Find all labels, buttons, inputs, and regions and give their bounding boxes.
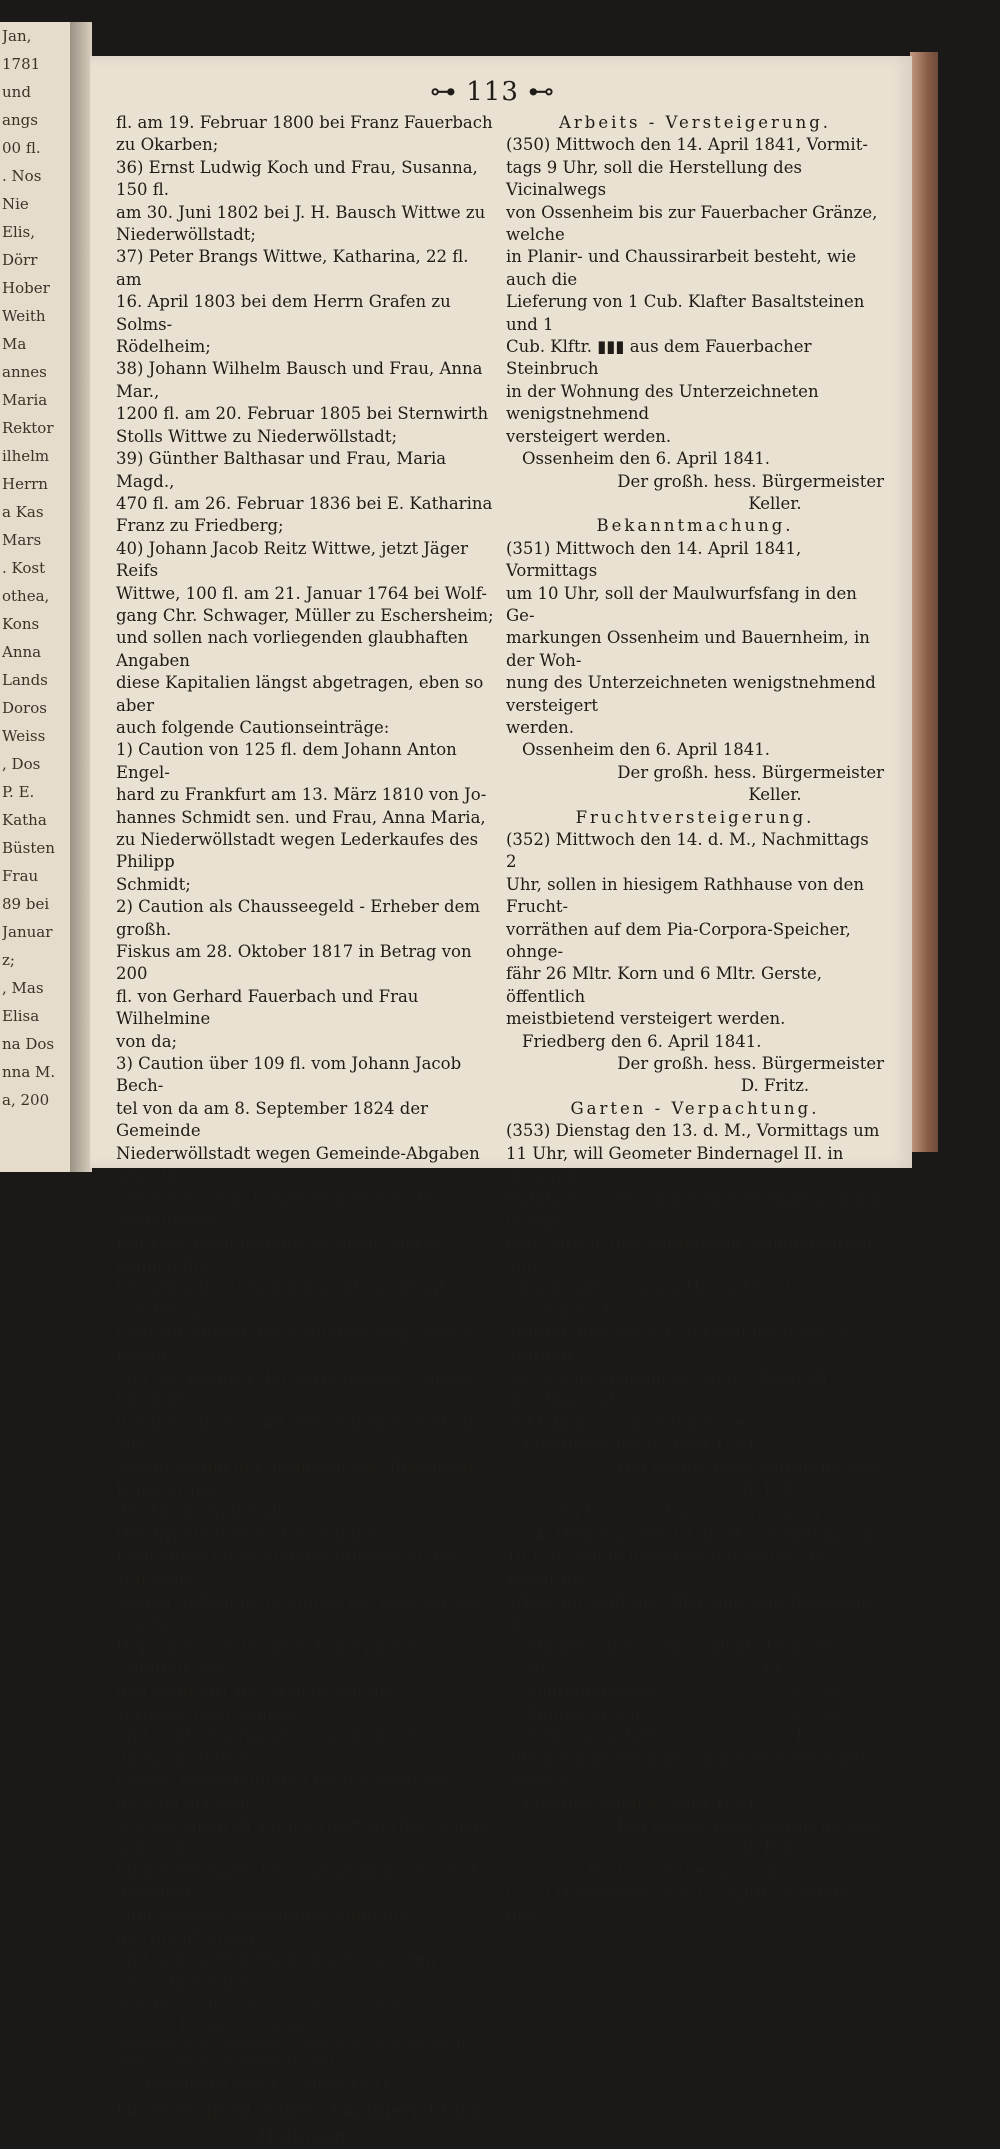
text-line: 16. April 1803 bei dem Herrn Grafen zu Solms-: [116, 292, 451, 334]
text-line: nen Gärten, den vormaligen Seminargarten, und: [506, 1233, 878, 1275]
facing-page-fragment: ilhelm: [2, 447, 50, 465]
text-line: Niederwöllstadt wegen Gemeinde-Abgaben gestellt,: [116, 1143, 480, 1186]
text-line: wollen, andurch aufgefordert werden, solche sogewiß: [116, 1815, 494, 1858]
facing-page-fragment: Elis,: [2, 223, 36, 241]
text-line: Errichtung eines Amtshypothekenbuches, von Amts-: [116, 1547, 467, 1589]
facing-page-fragment: Kons: [2, 615, 40, 633]
text-line: zu Okarben;: [116, 135, 219, 155]
facing-page-fragment: Dörr: [2, 251, 38, 269]
text-line: ohne weitere Bekanntmachung für mortificirt erklärt: [116, 1905, 408, 1947]
facing-page-fragment: Mars: [2, 531, 42, 549]
text-line: 38) Johann Wilhelm Bausch und Frau, Anna Mar.,: [116, 359, 483, 401]
text-line: arbeit im Stadthof (Bleichgarten) bestehend in: [506, 1591, 877, 1634]
notice-351-date: Ossenheim den 6. April 1841.: [522, 740, 770, 760]
notice-353-date: Friedberg den 6. April 1841.: [522, 1434, 762, 1454]
text-line: tags 9 Uhr, soll die Herstellung des Vicinalwegs: [506, 157, 802, 200]
cost-row: [526, 1680, 854, 1702]
text-line: Rödelheim;: [116, 337, 211, 357]
text-line: der Niederwöllstädter Ortshypothekenbücher und der: [116, 1502, 380, 1544]
text-line: um 10 Uhr, soll der Maulwurfsfang in den Ge-: [506, 583, 857, 625]
notice-354-closing: öffentlich an Wenigstnehmende versteigert werden.: [506, 1748, 868, 1791]
notice-351-signature: Keller.: [748, 785, 802, 805]
ornament-left-icon: ⊶: [430, 77, 467, 107]
text-line: Stolls Wittwe zu Niederwöllstadt;: [116, 426, 398, 446]
right-column: [506, 112, 884, 1927]
text-line: und Cautionsurkunden, sowie aus den darnach stattge-: [116, 1726, 437, 1768]
text-line: versteigert werden.: [506, 426, 672, 446]
facing-page-fragment: , Mas: [2, 979, 44, 997]
notice-351-heading: Bekanntmachung.: [596, 516, 794, 536]
cost-amount: 18 fl. 59 kr.: [763, 1636, 833, 1679]
cost-row: [526, 1725, 854, 1747]
facing-page-fragment: nna M.: [2, 1063, 56, 1081]
notice-350-office: Der großh. hess. Bürgermeister: [617, 471, 884, 491]
text-line: Niederwöllstadt;: [116, 225, 256, 245]
text-line: Schmidt;: [116, 874, 191, 894]
text-line: Wittwe, 100 fl. am 21. Januar 1764 bei Wolf-: [116, 583, 487, 603]
text-line: werden.: [506, 717, 574, 737]
cost-item: Schlosserarbeit „ „: [526, 1726, 685, 1746]
cost-amount: 2 „ 40 „: [789, 1703, 854, 1723]
text-line: auf 6 Jahre verpachten lassen.: [506, 1412, 761, 1432]
facing-page-text: [2, 22, 68, 1114]
text-line: 10 Uhr, soll in hiesigem Rathhause die Reparatur-: [506, 1547, 830, 1589]
text-line: 470 fl. am 26. Februar 1836 bei E. Katharina: [116, 493, 493, 513]
text-line: fähr 26 Mltr. Korn und 6 Mltr. Gerste, öffentlich: [506, 964, 822, 1006]
facing-page-fragment: Lands: [2, 671, 48, 689]
notice-352-signature: D. Fritz.: [740, 1076, 810, 1096]
text-line: in Planir- und Chaussirarbeit besteht, wie auch die: [506, 247, 857, 289]
notice-355-line: (355) Donnerstag den 15. April, Morgens prä-: [506, 1883, 852, 1925]
book-gutter: [70, 22, 92, 1172]
text-line: 11 Uhr, will Geometer Bindernagel II. in hiesigem: [506, 1143, 844, 1186]
notice-353-office: Der großh. hess. Bürgermeister: [617, 1457, 884, 1477]
facing-page-fragment: Büsten: [2, 839, 55, 857]
text-line: fl. von Gerhard Fauerbach und Frau Wilhelmine: [116, 986, 419, 1029]
facing-page-fragment: z;: [2, 951, 15, 969]
text-line: diese Kapitalien längst abgetragen, eben so aber: [116, 673, 484, 715]
notice-352-body: [506, 829, 884, 1031]
text-line: lich der sub Nro. 40. erwähnten Schuld aber aus: [116, 1412, 491, 1454]
text-line: Hypothek constituirten Unterpfänder ermittelt wer-: [116, 1636, 430, 1679]
text-line: 3) Caution über 109 fl. vom Johann Jacob Bech-: [116, 1054, 462, 1096]
facing-page-fragment: Weiss: [2, 727, 46, 745]
text-line: 40) Johann Jacob Reitz Wittwe, jetzt Jäger Reifs: [116, 538, 468, 581]
text-line: erloschen seyn. Inzwischen stehen die desfallsigen: [116, 1188, 438, 1230]
notice-353-signature: D. Fritz.: [740, 1479, 810, 1499]
facing-page-fragment: . Kost: [2, 559, 46, 577]
notice-352-office: Der großh. hess. Bürgermeister: [617, 1054, 884, 1074]
facing-page-fragment: Januar: [2, 923, 53, 941]
text-line: tel von da am 8. September 1824 der Gemeinde: [116, 1098, 428, 1141]
facing-page-fragment: Doros: [2, 699, 47, 717]
notice-354-heading: Arbeits - Versteigerung.: [558, 1502, 832, 1522]
notice-355-heading: Holzversteigerung.: [587, 1860, 803, 1880]
facing-page-fragment: na Dos: [2, 1035, 55, 1053]
text-line: wie solche abgepflockt sind, öffentlich meistbietend: [506, 1367, 827, 1410]
facing-page-fragment: 89 bei: [2, 895, 50, 913]
text-line: markungen Ossenheim und Bauernheim, in der Woh-: [506, 628, 870, 670]
court-date: Friedberg den 17. März 1841.: [144, 2075, 397, 2095]
text-line: und der Besitzer der verpfändeten Objekte hinsicht-: [116, 1367, 476, 1410]
page-number: ⊶ 113 ⊷: [430, 77, 556, 107]
text-line: 37) Peter Brangs Wittwe, Katharina, 22 fl. am: [116, 247, 469, 289]
text-line: betreffenden Urkunden nicht vorgelegt werden, wes-: [116, 1278, 446, 1320]
text-line: vorräthen auf dem Pia-Corpora-Speicher, ohnge-: [506, 919, 851, 962]
cost-amount: 3 „ 20 „: [789, 1681, 854, 1701]
text-line: am 30. Juni 1802 bei J. H. Bausch Wittwe zu: [116, 202, 486, 222]
facing-page-fragment: und: [2, 83, 31, 101]
text-line: halb auf Antrag der Schuldner resp. deren Erben: [116, 1322, 473, 1365]
text-line: hard zu Frankfurt am 13. März 1810 von Jo-: [116, 785, 487, 805]
facing-page-fragment: a Kas: [2, 503, 44, 521]
text-line: habten Verpfändungen noch Ansprüche geltend machen: [116, 1771, 448, 1813]
facing-page-fragment: Maria: [2, 391, 48, 409]
court-name: Gr. hess. gräfl. solms. Landgericht das.: [116, 2098, 494, 2121]
editorial-note: N. B. Bei der Inseration vorstehender Edictalladung in Nr. 13 d. Bl. hatten sich unter Nr. 19 und 39 Namensverwechselungen eingeschlichen, die nach obiger Angabe abzuändern sind.: [116, 1999, 491, 2070]
notice-351-body: [506, 538, 884, 740]
facing-page-fragment: , Dos: [2, 755, 41, 773]
notice-354-date: Friedberg den 6. April 1841.: [522, 1793, 762, 1813]
notice-354-office: Der großh. hess. Bürgermeister: [617, 1815, 884, 1835]
notice-352-date: Friedberg den 6. April 1841.: [522, 1031, 762, 1051]
text-line: Franz zu Friedberg;: [116, 516, 284, 536]
notice-350-date: Ossenheim den 6. April 1841.: [522, 449, 770, 469]
notice-350-heading: Arbeits - Versteigerung.: [558, 113, 832, 132]
facing-page-fragment: Hober: [2, 279, 50, 297]
text-line: hannes Schmidt sen. und Frau, Anna Maria,: [116, 807, 486, 827]
notice-352-heading: Fruchtversteigerung.: [575, 807, 815, 827]
facing-page-fragment: Rektor: [2, 419, 54, 437]
notice-354-body: [506, 1524, 884, 1636]
facing-page-fragment: P. E.: [2, 783, 35, 801]
left-column-text: [116, 112, 494, 1994]
cost-row: [526, 1636, 854, 1681]
text-line: binnen 60 Tagen hier anzuzeigen, als sonst dieselben: [116, 1860, 478, 1903]
text-line: 2) Caution als Chausseegeld - Erheber dem großh.: [116, 897, 480, 939]
notice-350-signature: Keller.: [748, 493, 802, 513]
facing-page-fragment: Nie: [2, 195, 29, 213]
notice-353-body: [506, 1120, 884, 1434]
left-column: [116, 112, 494, 2149]
text-line: (353) Dienstag den 13. d. M., Vormittags um: [506, 1121, 880, 1141]
facing-page-fragment: Frau: [2, 867, 39, 885]
text-line: zu Niederwöllstadt wegen Lederkaufes des Philipp: [116, 830, 479, 872]
facing-page-fragment: Herrn: [2, 475, 48, 493]
text-line: wegen (indem nicht einmal die Besitzer der in jener: [116, 1591, 482, 1634]
facing-page-fragment: Katha: [2, 811, 47, 829]
text-line: nung des Unterzeichneten wenigstnehmend versteigert: [506, 673, 876, 715]
facing-page-fragment: Anna: [2, 643, 42, 661]
text-line: gang Chr. Schwager, Müller zu Eschersheim;: [116, 605, 494, 625]
cost-item: Schreinerarbeit „ „: [526, 1681, 686, 1701]
text-line: von Ossenheim bis zur Fauerbacher Gränze, welche: [506, 202, 878, 245]
notice-354-signature: D. Fritz.: [740, 1838, 810, 1858]
ornament-right-icon: ⊷: [518, 77, 556, 107]
cost-amount: 1 „ — „: [794, 1726, 854, 1746]
text-line: von da;: [116, 1031, 178, 1051]
facing-page-fragment: annes: [2, 363, 47, 381]
text-line: Einträge noch ungelöscht offen, und es können die: [116, 1233, 445, 1275]
text-line: meistbietend versteigert werden.: [506, 1009, 786, 1029]
facing-page-fragment: 1781: [2, 55, 41, 73]
page-edge: [910, 52, 938, 1152]
cost-item: Zimmerarbeit „ „: [526, 1703, 670, 1723]
facing-page-fragment: Weith: [2, 307, 46, 325]
text-line: den konnten) alle, welche auf die vorgedachten Schuld-: [116, 1681, 395, 1723]
court-signature: Hofmann.: [257, 2124, 353, 2147]
text-line: 1200 fl. am 20. Februar 1805 bei Sternwirth: [116, 404, 489, 424]
text-line: (351) Mittwoch den 14. April 1841, Vormittags: [506, 538, 802, 581]
text-line: Lieferung von 1 Cub. Klafter Basaltsteinen und 1: [506, 292, 865, 334]
notice-350-body: [506, 134, 884, 448]
facing-page: [0, 22, 72, 1172]
text-line: Fiskus am 28. Oktober 1817 in Betrag von 200: [116, 942, 472, 984]
text-line: in der Wohnung des Unterzeichneten wenigstnehmend: [506, 381, 819, 424]
facing-page-fragment: Ma: [2, 335, 27, 353]
text-line: Uhr, sollen in hiesigem Rathhause von den Frucht-: [506, 874, 865, 917]
text-line: auch folgende Cautionseinträge:: [116, 717, 390, 737]
text-line: (352) Mittwoch den 14. d. M., Nachmittags 2: [506, 830, 869, 872]
text-line: 39) Günther Balthasar und Frau, Maria Magd.,: [116, 449, 447, 491]
cost-row: [526, 1703, 854, 1725]
facing-page-fragment: a, 200: [2, 1091, 50, 1109]
text-line: fl. am 19. Februar 1800 bei Franz Fauerbach: [116, 113, 493, 132]
text-line: (354) Dienstag den 13. d. M., Vormittags um: [506, 1524, 880, 1544]
text-line: Cub. Klftr. ▮▮▮ aus dem Fauerbacher Steinbruch: [506, 337, 812, 379]
text-line: 36) Ernst Ludwig Koch und Frau, Susanna, 150 fl.: [116, 157, 478, 200]
facing-page-fragment: . Nos: [2, 167, 42, 185]
text-line: Morgen und zwar in Abtheilungen von ¼ Morgen,: [506, 1322, 850, 1365]
facing-page-fragment: othea,: [2, 587, 50, 605]
cost-item: Maurerarbeit voranschlagt zu: [526, 1636, 753, 1679]
facing-page-fragment: 00 fl.: [2, 139, 41, 157]
text-line: Rathhause seine in hiesiger Burggemarkung gelege-: [506, 1188, 881, 1230]
notice-353-heading: Garten - Verpachtung.: [570, 1098, 820, 1118]
notice-351-office: Der großh. hess. Bürgermeister: [617, 762, 884, 782]
text-line: und in dem Hypothekenbuche werden gelöscht werden.: [116, 1950, 436, 1992]
text-line: (350) Mittwoch den 14. April 1841, Vormit-: [506, 135, 868, 155]
text-line: Veranlassung der dermalen stattfindenden Erneuerung: [116, 1457, 474, 1499]
facing-page-fragment: angs: [2, 111, 38, 129]
text-line: seinen Garten neben Herrn Morell, zusammen 4½: [506, 1278, 802, 1320]
text-line: 1) Caution von 125 fl. dem Johann Anton Engel-: [116, 740, 457, 782]
cost-table: [506, 1636, 884, 1748]
text-line: und sollen nach vorliegenden glaubhaften Angaben: [116, 628, 469, 670]
facing-page-fragment: Elisa: [2, 1007, 40, 1025]
facing-page-fragment: Jan,: [2, 27, 32, 45]
